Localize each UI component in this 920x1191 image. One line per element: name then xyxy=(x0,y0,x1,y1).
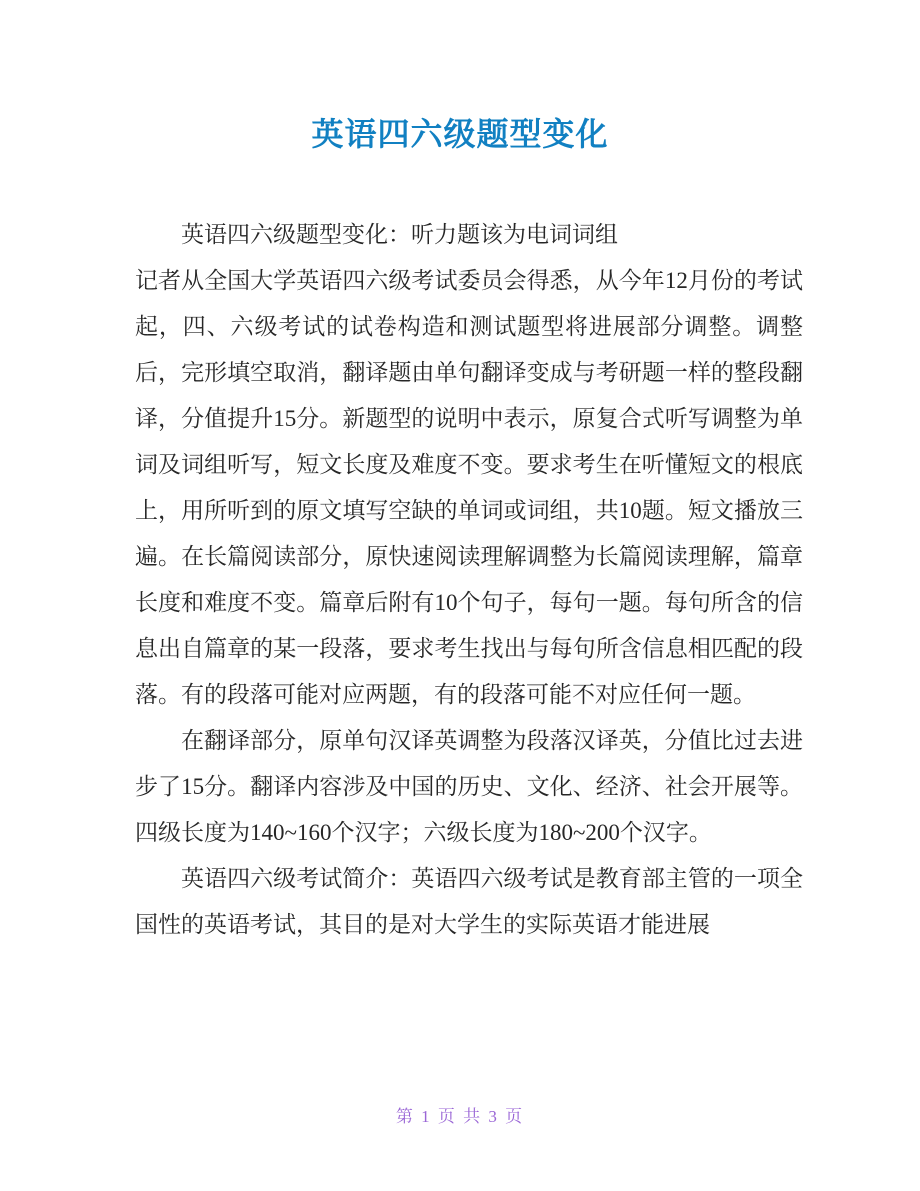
paragraph: 记者从全国大学英语四六级考试委员会得悉，从今年12月份的考试起，四、六级考试的试卷构造和测试题型将进展部分调整。调整后，完形填空取消，翻译题由单句翻译变成与考研题一样的整段翻译，分值提升15分。新题型的说明中表示，原复合式听写调整为单词及词组听写，短文长度及难度不变。要求考生在听懂短文的根底上，用所听到的原文填写空缺的单词或词组，共10题。短文播放三遍。在长篇阅读部分，原快速阅读理解调整为长篇阅读理解，篇章长度和难度不变。篇章后附有10个句子，每句一题。每句所含的信息出自篇章的某一段落，要求考生找出与每句所含信息相匹配的段落。有的段落可能对应两题，有的段落可能不对应任何一题。 xyxy=(135,268,803,707)
document-body xyxy=(135,212,803,948)
paragraph: 英语四六级考试简介：英语四六级考试是教育部主管的一项全国性的英语考试，其目的是对大学生的实际英语才能进展 xyxy=(135,866,803,937)
paragraph: 在翻译部分，原单句汉译英调整为段落汉译英，分值比过去进步了15分。翻译内容涉及中国的历史、文化、经济、社会开展等。四级长度为140~160个汉字；六级长度为180~200个汉字。 xyxy=(135,728,803,845)
page-footer: 第 1 页 共 3 页 xyxy=(395,1107,525,1126)
paragraph: 英语四六级题型变化：听力题该为电词词组 xyxy=(181,222,618,247)
page-title: 英语四六级题型变化 xyxy=(311,116,609,152)
